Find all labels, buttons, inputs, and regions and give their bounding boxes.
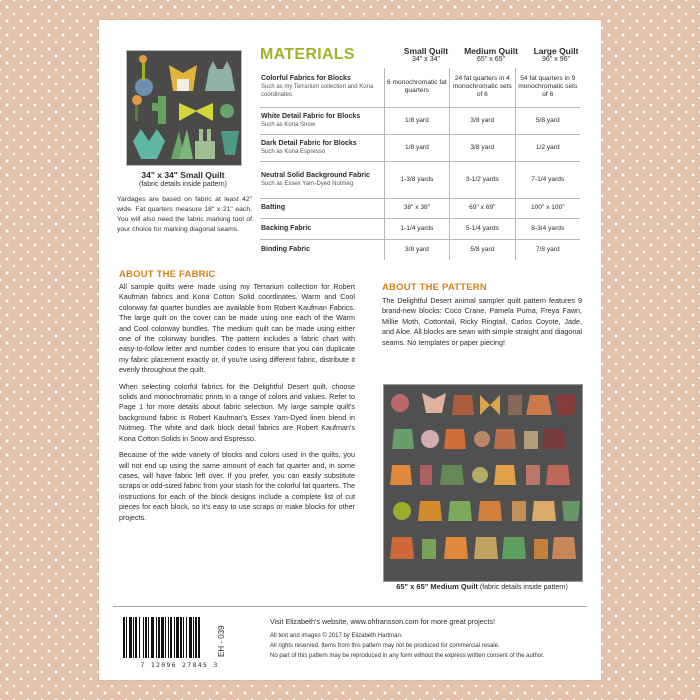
column-dimensions: 65" x 65" [477, 56, 505, 63]
table-row [260, 68, 580, 107]
row-sublabel: Such as Essex Yarn-Dyed Nutmeg [261, 180, 354, 187]
row-label-cell [260, 239, 384, 260]
about-fabric-heading: ABOUT THE FABRIC [119, 269, 216, 280]
table-row [260, 239, 580, 260]
row-label-cell [260, 218, 384, 239]
barcode-number: 7 12096 27845 3 [140, 661, 219, 669]
small-quilt-image [126, 50, 242, 166]
column-header-large [511, 46, 601, 63]
row-sublabel: Such as Kona Snow [261, 121, 316, 128]
row-label: Binding Fabric [261, 245, 310, 253]
cell-large: 7/8 yard [515, 239, 580, 260]
materials-title: MATERIALS [260, 46, 355, 63]
cell-large: 8-3/4 yards [515, 218, 580, 239]
cell-large: 5/8 yard [515, 107, 580, 134]
row-label: Neutral Solid Background Fabric [261, 171, 370, 179]
cell-medium: 3-1/2 yards [450, 161, 515, 198]
row-label: Batting [261, 204, 286, 211]
about-fabric-paragraph-2: When selecting colorful fabrics for the Delightful Desert quilt, choose solids and monochromatic prints in a range of colors and values. Refer to Page 1 for more details about fabric selection. My large sample quilt's background fabric is Robert Kaufman's Essex Yarn-Dyed linen blend in Nutmeg. The white and dark block detail fabrics are Robert Kaufman's Kona Cotton Solids in Snow and Espresso. [119, 381, 355, 443]
cell-medium: 3/8 yard [450, 107, 515, 134]
row-label-cell [260, 107, 384, 134]
column-title: Small Quilt [403, 46, 449, 56]
cell-large: 54 fat quarters in 9 monochromatic sets of 6 [515, 68, 580, 107]
product-code: EH - 039 [217, 625, 226, 657]
cell-small: 1/8 yard [384, 107, 449, 134]
medium-quilt-subtitle: (fabric details inside pattern) [479, 584, 568, 591]
column-dimensions: 34" x 34" [412, 56, 440, 63]
cell-large: 1/2 yard [515, 134, 580, 161]
reproduction-line: No part of this pattern may be reproduced in any form without the express written consent of the author. [270, 653, 545, 659]
row-label: Dark Detail Fabric for Blocks [261, 139, 357, 147]
medium-quilt-image [383, 384, 583, 582]
cell-small: 38" x 38" [384, 198, 449, 218]
column-title: Medium Quilt [464, 46, 518, 56]
cell-small: 6 monochromatic fat quarters [384, 68, 449, 107]
yardage-note: Yardages are based on fabric at least 42" wide. Fat quarters measure 18" x 21" each. You will also need the fabric marking tool of your choice for marking diagonal seams. [117, 196, 252, 233]
cell-medium: 5/8 yard [450, 239, 515, 260]
rights-line: All rights reserved. Items from this pattern may not be produced for commercial resale. [270, 643, 500, 649]
row-label-cell [260, 198, 384, 218]
about-fabric-paragraph-1: All sample quilts were made using my Terrarium collection for Robert Kaufman fabrics and Kona Cotton Solid coordinates. Warm and Cool colorway fat quarter bundles are available from Robert Kaufman Fabrics. The large quilt on the cover can be made using one each of the Warm and Cool colorway bundles. The medium quilt can be made using either one of the colorway bundles. The pattern includes a fabric chart with easy-to-follow letter and number codes to ensure that you can duplicate my fabric placement exactly or, if you're using different fabric, distribute it evenly throughout the quilt. [119, 282, 355, 375]
row-sublabel: Such as my Terrarium collection and Kona coordinates [261, 84, 374, 99]
about-pattern-text: The Delightful Desert animal sampler quilt pattern features 9 brand-new blocks: Coco Crane, Pamela Puma, Freya Fawn, Millie Moth, Cottontail, Ricky Ringtail, Carlos Coyote, Jade, and Aloe. All blocks are sewn with simple straight and diagonal seams. No templates or paper piecing! [382, 296, 582, 347]
about-fabric-text [119, 282, 355, 529]
cell-large: 100" x 100" [515, 198, 580, 218]
row-label-cell [260, 161, 384, 198]
row-sublabel: Such as Kona Espresso [261, 148, 326, 155]
about-pattern-heading: ABOUT THE PATTERN [382, 282, 487, 293]
column-title: Large Quilt [533, 46, 579, 56]
column-dimensions: 96" x 96" [542, 56, 570, 63]
cell-small: 3/8 yard [384, 239, 449, 260]
small-quilt-subtitle: (fabric details inside pattern) [139, 181, 227, 188]
table-row [260, 218, 580, 239]
medium-quilt-caption [382, 582, 582, 591]
row-label-cell [260, 68, 384, 107]
cell-medium: 3/8 yard [450, 134, 515, 161]
row-label-cell [260, 134, 384, 161]
cell-small: 1-3/8 yards [384, 161, 449, 198]
cell-small: 1-1/4 yards [384, 218, 449, 239]
copyright-line: All text and images © 2017 by Elizabeth Hartman. [270, 633, 403, 639]
pattern-back-cover [99, 20, 601, 680]
cell-medium: 69" x 69" [450, 198, 515, 218]
about-fabric-paragraph-3: Because of the wide variety of blocks and colors used in the quilts, you will not end up using the same amount of each fat quarter and, in some cases, will have fabric left over. If you prefer, you can easily substitute scraps or odd-sized fabric from your stash for the colorful fat quarters. The instructions for each of the block designs include a complete list of cut pieces for each block, so it's easy to use scraps or make blocks for other projects. [119, 450, 355, 522]
table-row [260, 107, 580, 134]
website-line: Visit Elizabeth's website, www.ohfransson.com for more great projects! [270, 617, 495, 626]
cell-small: 1/8 yard [384, 134, 449, 161]
table-row [260, 134, 580, 161]
cell-medium: 24 fat quarters in 4 monochromatic sets of 6 [450, 68, 515, 107]
table-row [260, 198, 580, 218]
cell-large: 7-1/4 yards [515, 161, 580, 198]
cell-medium: 5-1/4 yards [450, 218, 515, 239]
materials-table [260, 68, 580, 260]
table-row [260, 161, 580, 198]
row-label: White Detail Fabric for Blocks [261, 112, 361, 120]
medium-quilt-title: 65" x 65" Medium Quilt [396, 582, 478, 591]
row-label: Colorful Fabrics for Blocks [261, 75, 351, 83]
small-quilt-caption [113, 170, 253, 188]
small-quilt-title: 34" x 34" Small Quilt [141, 170, 225, 180]
footer-divider [113, 606, 587, 607]
row-label: Backing Fabric [261, 224, 312, 232]
